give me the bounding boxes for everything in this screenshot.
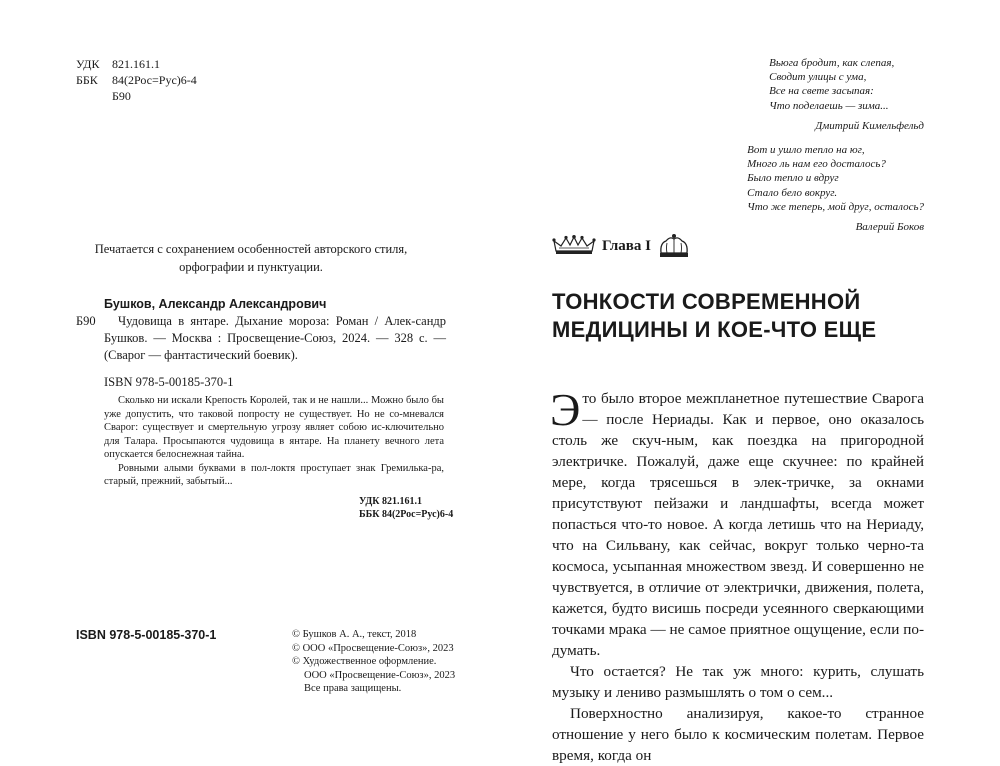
copyright-line: © Бушков А. А., текст, 2018 [292, 629, 417, 640]
chapter-heading [552, 232, 691, 260]
chapter-title: ТОНКОСТИ СОВРЕМЕННОЙ МЕДИЦИНЫ И КОЕ-ЧТО ЕЩЕ [552, 289, 877, 342]
copyright-block [292, 628, 455, 696]
body-paragraph: Это было второе межпланетное путешествие Сварога — после Нериады. Как и первое, оно оказалось столь же скуч-ным, как поездка на пригородной электричке. Пожалуй, даже еще скучнее: по крайней мере, когда трясешься в элек-тричке, за окнами присутствуют пейзажи и ландшафты, всегда может попасться что-то новое. А когда летишь что на Нериаду, что на Сильвану, как сейчас, вокруг только черно-та космоса, усыпанная множеством звезд. И совершенно не чувствуется, в отличие от электрички, движения, полета, кажется, будто висишь посреди усеянного сверкающими точками мрака — не самое приятное ощущение, если по-думать. [550, 384, 924, 659]
crown-icon [657, 233, 691, 259]
body-paragraph: Поверхностно анализируя, какое-то странное отношение у него было к космическим полетам. Первое время, когда он [552, 705, 924, 764]
annotation-codes: УДК 821.161.1 ББК 84(2Рос=Рус)6-4 [359, 495, 454, 520]
epigraph-poem-1: Вьюга бродит, как слепая, Сводит улицы с ума, Все на свете засыпая: Что поделаешь — зима... [769, 57, 895, 112]
crown-ornament-icon [552, 235, 596, 257]
body-paragraph: Что остается? Не так уж много: курить, слушать музыку и лениво размышлять о том о сем... [552, 663, 924, 701]
epigraph-poem-2: Вот и ушло тепло на юг, Много ль нам его досталось? Было тепло и вдруг Стало бело вокруг. Что же теперь, мой друг, осталось? [747, 144, 924, 213]
classification-codes [76, 56, 197, 104]
print-notice: Печатается с сохранением особенностей авторского стиля, орфографии и пунктуации. [94, 242, 408, 274]
right-page [500, 0, 1000, 764]
copyright-line: © ООО «Просвещение-Союз», 2023 [292, 642, 454, 654]
isbn-bottom: ISBN 978-5-00185-370-1 [76, 628, 217, 642]
bib-isbn: ISBN 978-5-00185-370-1 [104, 375, 234, 389]
bibliographic-entry [76, 296, 446, 391]
epigraph [747, 56, 924, 244]
copyright-line: Все права защищены. [304, 683, 402, 694]
copyright-line: © Художественное оформление. [292, 656, 437, 667]
author-sign-code: Б90 [112, 89, 131, 103]
bib-description: Чудовища в янтаре. Дыхание мороза: Роман / Алек-сандр Бушков. — Москва : Просвещение-Союз, 2024. — 328 с. — (Сварог — фантастический боевик). [104, 314, 446, 362]
chapter-body [550, 384, 924, 766]
epigraph-author-2: Валерий Боков [855, 221, 924, 234]
epigraph-author-1: Дмитрий Кимельфельд [815, 119, 924, 132]
copyright-line: ООО «Просвещение-Союз», 2023 [304, 669, 456, 681]
drop-cap: Э [550, 384, 581, 435]
chapter-label: Глава I [602, 237, 651, 254]
annotation [104, 394, 454, 522]
udk-code: УДК 821.161.1 [76, 57, 160, 71]
bib-author: Бушков, Александр Александрович [104, 297, 327, 311]
bbk-code: ББК 84(2Рос=Рус)6-4 [76, 73, 197, 87]
bib-code: Б90 [76, 314, 96, 328]
annotation-paragraph: Сколько ни искали Крепость Королей, так и не нашли... Можно было бы уже допустить, что таковой попросту не существует. Но не со-мневался Сварог: существует и смертельную угрозу являет собою ис-ключительно для Талара. Просыпаются чудовища в янтаре. На планету вечного лета опускается белоснежная тайна. [104, 395, 444, 460]
left-page [0, 0, 500, 750]
annotation-paragraph: Ровными алыми буквами в пол-локтя проступает знак Гремилька-ра, старый, прежний, забытый... [104, 462, 444, 487]
